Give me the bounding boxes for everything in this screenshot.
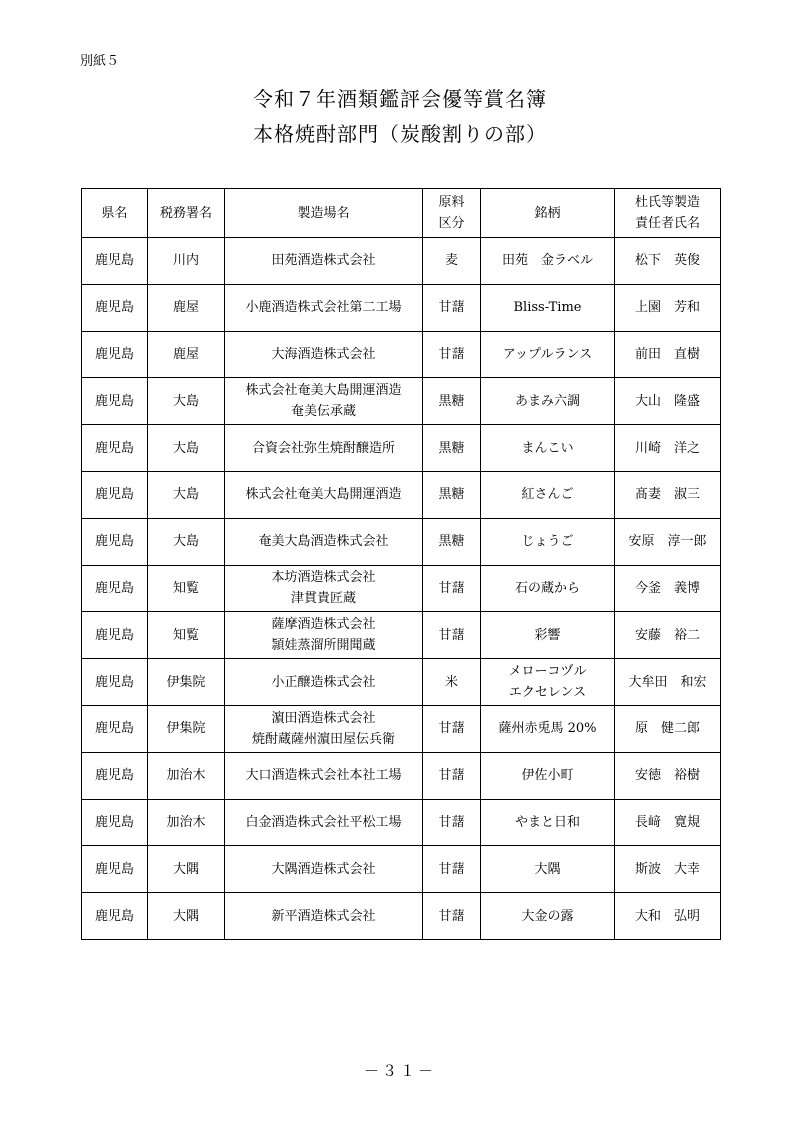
cell-tax-office: 鹿屋 (148, 331, 225, 378)
table-row (82, 659, 721, 706)
cell-master-brewer: 原 健二郎 (615, 705, 721, 752)
cell-master-brewer: 松下 英俊 (615, 238, 721, 285)
page-number: －３１－ (363, 1062, 436, 1080)
cell-brand: 彩響 (481, 612, 615, 659)
cell-material: 甘藷 (423, 331, 481, 378)
column-header-prefecture: 県名 (82, 189, 148, 238)
cell-brand: じょうご (481, 518, 615, 565)
cell-material: 甘藷 (423, 799, 481, 846)
table-row (82, 518, 721, 565)
cell-master-brewer: 川崎 洋之 (615, 425, 721, 472)
table-row (82, 893, 721, 940)
cell-brand: 伊佐小町 (481, 752, 615, 799)
column-header-brand: 銘柄 (481, 189, 615, 238)
cell-material: 黒糖 (423, 471, 481, 518)
cell-brewery: 小正醸造株式会社 (225, 659, 423, 706)
cell-tax-office: 知覧 (148, 565, 225, 612)
award-list-table (81, 188, 721, 940)
cell-master-brewer: 上園 芳和 (615, 284, 721, 331)
cell-prefecture: 鹿児島 (82, 238, 148, 285)
cell-material: 甘藷 (423, 284, 481, 331)
cell-brewery: 新平酒造株式会社 (225, 893, 423, 940)
cell-brand: 紅さんご (481, 471, 615, 518)
cell-brewery: 大隅酒造株式会社 (225, 846, 423, 893)
cell-prefecture: 鹿児島 (82, 565, 148, 612)
document-subtitle: 本格焼酎部門（炭酸割りの部） (253, 122, 547, 146)
cell-tax-office: 大隅 (148, 846, 225, 893)
cell-prefecture: 鹿児島 (82, 846, 148, 893)
cell-prefecture: 鹿児島 (82, 893, 148, 940)
cell-tax-office: 加治木 (148, 752, 225, 799)
table-row (82, 238, 721, 285)
cell-brand: Bliss-Time (481, 284, 615, 331)
cell-brewery: 大口酒造株式会社本社工場 (225, 752, 423, 799)
cell-prefecture: 鹿児島 (82, 425, 148, 472)
cell-tax-office: 知覧 (148, 612, 225, 659)
table-header-row (82, 189, 721, 238)
cell-material: 黒糖 (423, 425, 481, 472)
cell-master-brewer: 安原 淳一郎 (615, 518, 721, 565)
cell-prefecture: 鹿児島 (82, 378, 148, 425)
cell-prefecture: 鹿児島 (82, 659, 148, 706)
cell-master-brewer: 安徳 裕樹 (615, 752, 721, 799)
cell-tax-office: 鹿屋 (148, 284, 225, 331)
cell-tax-office: 加治木 (148, 799, 225, 846)
cell-tax-office: 大島 (148, 425, 225, 472)
column-header-master-brewer: 杜氏等製造 責任者氏名 (615, 189, 721, 238)
table-row (82, 471, 721, 518)
cell-brewery: 大海酒造株式会社 (225, 331, 423, 378)
cell-brand: やまと日和 (481, 799, 615, 846)
column-header-tax-office: 税務署名 (148, 189, 225, 238)
table-row (82, 565, 721, 612)
cell-brand: 大金の露 (481, 893, 615, 940)
table-row (82, 378, 721, 425)
table-row (82, 612, 721, 659)
cell-material: 米 (423, 659, 481, 706)
table-row (82, 799, 721, 846)
cell-tax-office: 大島 (148, 518, 225, 565)
column-header-material: 原料 区分 (423, 189, 481, 238)
cell-material: 甘藷 (423, 752, 481, 799)
cell-brand: アップルランス (481, 331, 615, 378)
cell-material: 黒糖 (423, 378, 481, 425)
cell-material: 甘藷 (423, 893, 481, 940)
cell-brewery: 白金酒造株式会社平松工場 (225, 799, 423, 846)
cell-brewery: 株式会社奄美大島開運酒造 奄美伝承蔵 (225, 378, 423, 425)
cell-brand: 薩州赤兎馬 20% (481, 705, 615, 752)
cell-tax-office: 大島 (148, 378, 225, 425)
table-row (82, 705, 721, 752)
cell-master-brewer: 大牟田 和宏 (615, 659, 721, 706)
cell-material: 麦 (423, 238, 481, 285)
table-row (82, 284, 721, 331)
cell-brewery: 合資会社弥生焼酎醸造所 (225, 425, 423, 472)
cell-prefecture: 鹿児島 (82, 799, 148, 846)
cell-prefecture: 鹿児島 (82, 471, 148, 518)
cell-prefecture: 鹿児島 (82, 705, 148, 752)
cell-tax-office: 伊集院 (148, 659, 225, 706)
cell-tax-office: 大隅 (148, 893, 225, 940)
cell-material: 甘藷 (423, 846, 481, 893)
cell-material: 甘藷 (423, 705, 481, 752)
cell-tax-office: 伊集院 (148, 705, 225, 752)
cell-prefecture: 鹿児島 (82, 752, 148, 799)
cell-brewery: 奄美大島酒造株式会社 (225, 518, 423, 565)
cell-master-brewer: 大和 弘明 (615, 893, 721, 940)
cell-master-brewer: 髙妻 淑三 (615, 471, 721, 518)
cell-tax-office: 大島 (148, 471, 225, 518)
cell-prefecture: 鹿児島 (82, 331, 148, 378)
cell-brewery: 本坊酒造株式会社 津貫貴匠蔵 (225, 565, 423, 612)
cell-master-brewer: 今釜 義博 (615, 565, 721, 612)
table-row (82, 331, 721, 378)
cell-material: 甘藷 (423, 565, 481, 612)
table-row (82, 752, 721, 799)
cell-brewery: 薩摩酒造株式会社 頴娃蒸溜所開聞蔵 (225, 612, 423, 659)
cell-master-brewer: 安藤 裕二 (615, 612, 721, 659)
cell-material: 甘藷 (423, 612, 481, 659)
cell-brewery: 小鹿酒造株式会社第二工場 (225, 284, 423, 331)
cell-tax-office: 川内 (148, 238, 225, 285)
column-header-brewery: 製造場名 (225, 189, 423, 238)
table-row (82, 425, 721, 472)
cell-master-brewer: 大山 隆盛 (615, 378, 721, 425)
document-title: 令和７年酒類鑑評会優等賞名簿 (253, 87, 547, 111)
cell-brewery: 田苑酒造株式会社 (225, 238, 423, 285)
cell-master-brewer: 斯波 大幸 (615, 846, 721, 893)
cell-brand: まんこい (481, 425, 615, 472)
cell-brand: あまみ六調 (481, 378, 615, 425)
cell-brand: メローコヅル エクセレンス (481, 659, 615, 706)
cell-brewery: 濵田酒造株式会社 焼酎蔵薩州濵田屋伝兵衛 (225, 705, 423, 752)
cell-brand: 大隅 (481, 846, 615, 893)
cell-master-brewer: 長﨑 寛規 (615, 799, 721, 846)
cell-brand: 田苑 金ラベル (481, 238, 615, 285)
cell-prefecture: 鹿児島 (82, 284, 148, 331)
cell-prefecture: 鹿児島 (82, 612, 148, 659)
cell-prefecture: 鹿児島 (82, 518, 148, 565)
cell-brand: 石の蔵から (481, 565, 615, 612)
attachment-label: 別紙５ (80, 54, 120, 69)
cell-master-brewer: 前田 直樹 (615, 331, 721, 378)
cell-material: 黒糖 (423, 518, 481, 565)
cell-brewery: 株式会社奄美大島開運酒造 (225, 471, 423, 518)
table-row (82, 846, 721, 893)
